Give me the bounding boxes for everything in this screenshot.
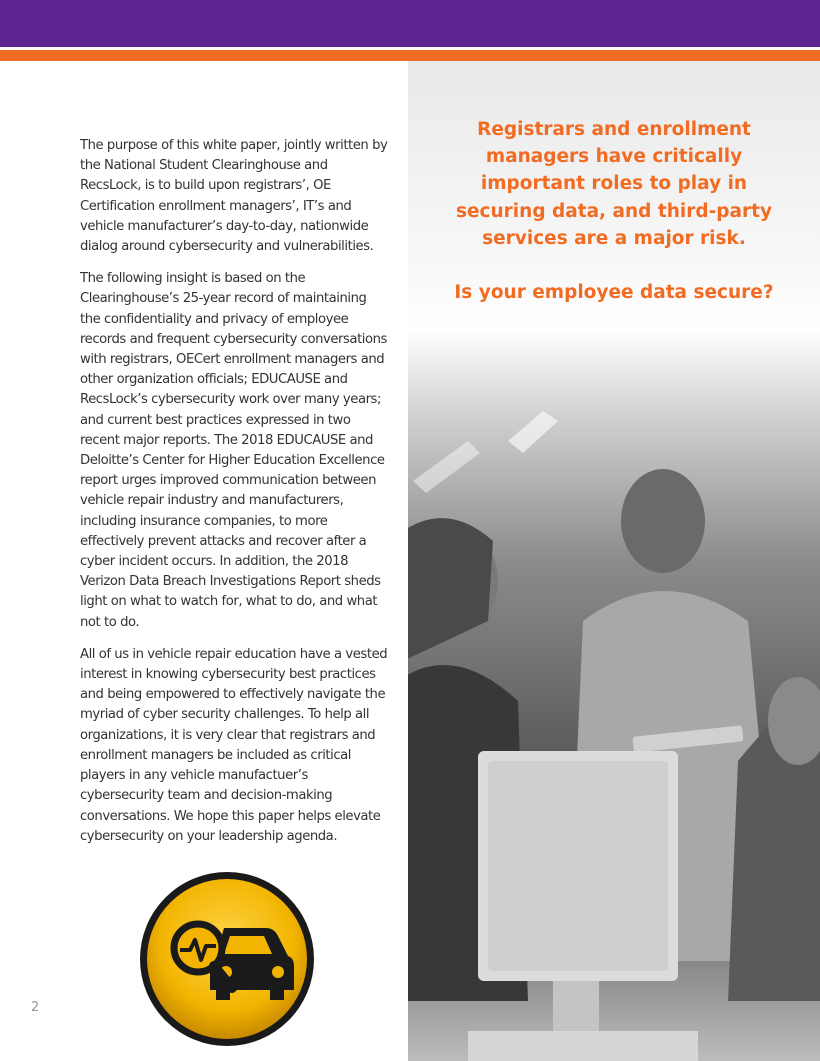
intro-paragraph: The purpose of this white paper, jointly written by the National Student Clearinghouse and RecsLock, is to build upon registrars’, OE Certification enrollment managers’, IT’s and vehicle manufacturer’s day-to-day, nationwide dialog around cybersecurity and vulnerabilities. <box>80 138 388 255</box>
car-diagnostic-magnifier-icon <box>138 870 316 1048</box>
body-text-column <box>80 136 390 859</box>
callout-statement: Registrars and enrollment managers have critically important roles to play in securing data, and third-party services are a major risk. <box>455 119 773 249</box>
page-number: 2 <box>31 1000 40 1015</box>
accent-stripe <box>0 50 820 61</box>
pull-quote <box>440 116 788 306</box>
closing-paragraph: All of us in vehicle repair education have a vested interest in knowing cybersecurity best practices and being empowered to effectively navigate the myriad of cyber security challenges. To help all organizations, it is very clear that registrars and enrollment managers be included as critical players in any vehicle manufactuer’s cybersecurity team and decision-making conversations. We hope this paper helps elevate cybersecurity on your leadership agenda. <box>80 646 388 844</box>
insight-paragraph: The following insight is based on the Clearinghouse’s 25-year record of maintaining the confidentiality and privacy of employee records and frequent cybersecurity conversations with registrars, OECert enrollment managers and other organization officials; EDUCAUSE and RecsLock’s cybersecurity work over many years; and current best practices expressed in two recent major reports. The 2018 EDUCAUSE and Deloitte’s Center for Higher Education Excellence report urges improved communication between vehicle repair industry and manufacturers, including insurance companies, to more effectively prevent attacks and recover after a cyber incident occurs. In addition, the 2018 Verizon Data Breach Investigations Report sheds light on what to watch for, what to do, and what not to do. <box>80 271 387 630</box>
callout-question: Is your employee data secure? <box>454 282 774 304</box>
header-bar <box>0 0 820 47</box>
